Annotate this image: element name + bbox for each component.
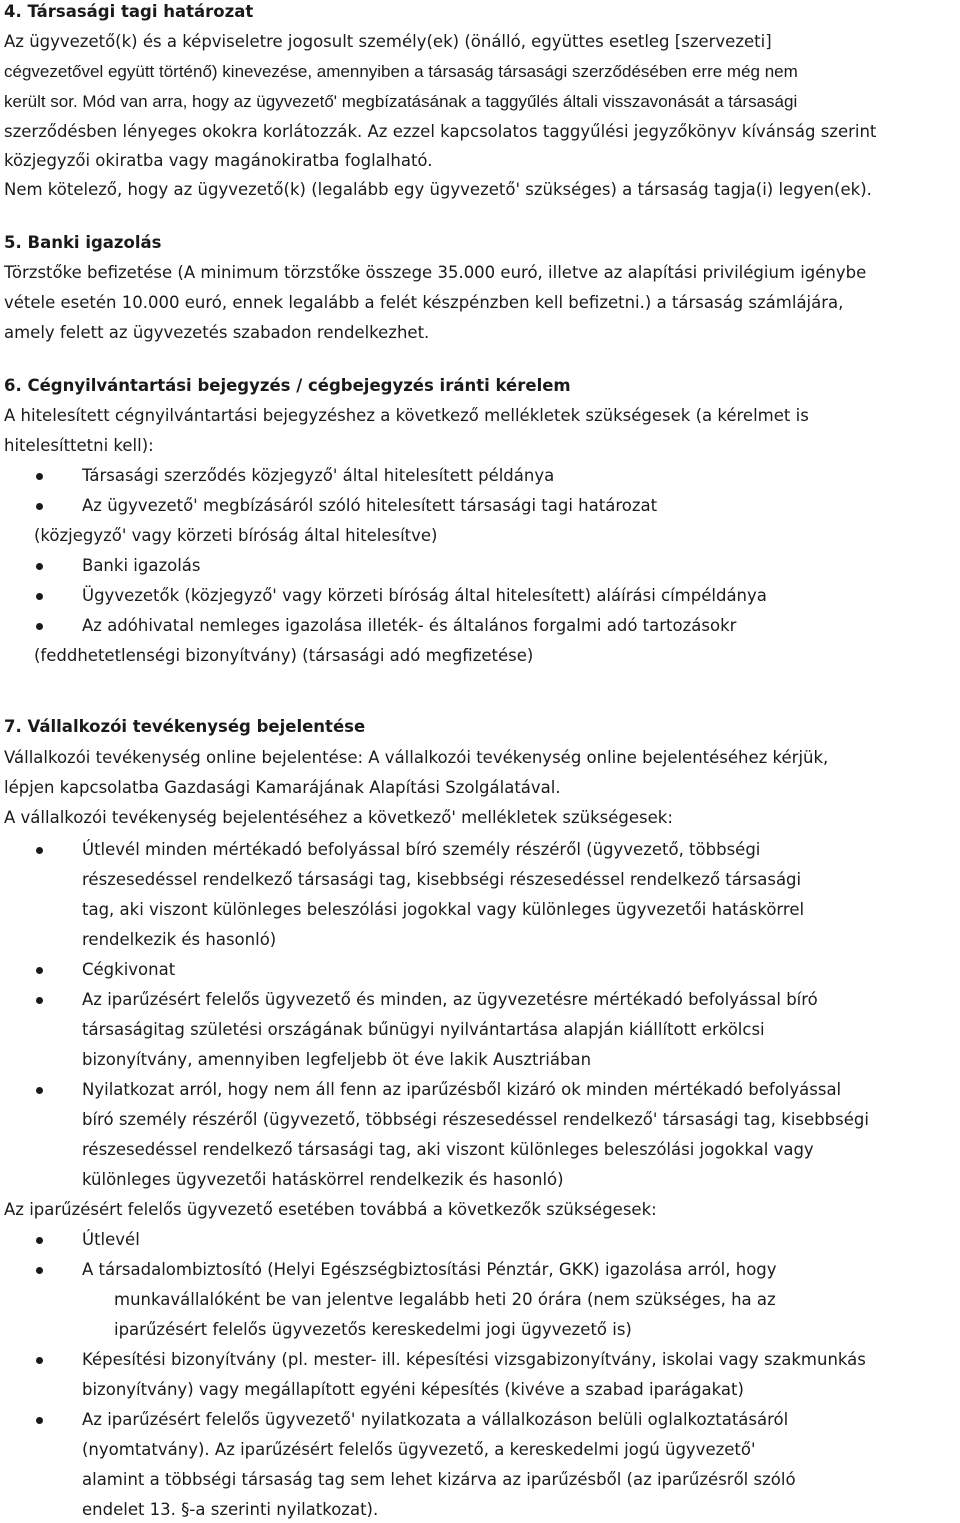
list-item-continuation: tag, aki viszont különleges beleszólási jogokkal vagy különleges ügyvezetői hatáskörrel	[82, 900, 805, 919]
bullet-icon	[36, 997, 43, 1004]
paragraph-line: cégvezetővel együtt történő) kinevezése, amennyiben a társaság társasági szerződésében erre még nem	[4, 62, 798, 81]
list-item-continuation: bizonyítvány) vagy megállapított egyéni képesítés (kivéve a szabad iparágakat)	[82, 1380, 744, 1399]
list-item-continuation: (nyomtatvány). Az iparűzésért felelős ügyvezető, a kereskedelmi jogú ügyvezető'	[82, 1440, 756, 1459]
bullet-icon	[36, 473, 43, 480]
section-5-heading: 5. Banki igazolás	[4, 233, 162, 252]
paragraph-line: került sor. Mód van arra, hogy az ügyvezető' megbízatásának a taggyűlés általi visszavonását a társasági	[4, 92, 798, 111]
paragraph-line: vétele esetén 10.000 euró, ennek legalább a felét készpénzben kell befizetni.) a társaság számlájára,	[4, 293, 844, 312]
list-item-continuation: bíró személy részéről (ügyvezető, többségi részesedéssel rendelkező' társasági tag, kisebbségi	[82, 1110, 869, 1129]
list-item-continuation: bizonyítvány, amennyiben legfeljebb öt éve lakik Ausztriában	[82, 1050, 592, 1069]
list-item-continuation: (feddhetetlenségi bizonyítvány) (társasági adó megfizetése)	[34, 646, 534, 665]
list-item: Banki igazolás	[82, 556, 201, 575]
list-item: Útlevél minden mértékadó befolyással bíró személy részéről (ügyvezető, többségi	[82, 840, 761, 859]
list-item: Az iparűzésért felelős ügyvezető' nyilatkozata a vállalkozáson belüli oglalkoztatásáról	[82, 1410, 789, 1429]
paragraph-line: lépjen kapcsolatba Gazdasági Kamarájának Alapítási Szolgálatával.	[4, 778, 561, 797]
paragraph-line: hitelesíttetni kell):	[4, 436, 154, 455]
list-item: Az iparűzésért felelős ügyvezető és minden, az ügyvezetésre mértékadó befolyással bíró	[82, 990, 818, 1009]
list-item-continuation: társaságitag születési országának bűnügyi nyilvántartása alapján kiállított erkölcsi	[82, 1020, 765, 1039]
bullet-icon	[36, 847, 43, 854]
list-item: Az adóhivatal nemleges igazolása illeték- és általános forgalmi adó tartozásokr	[82, 616, 737, 635]
paragraph-line: Nem kötelező, hogy az ügyvezető(k) (legalább egy ügyvezető' szükséges) a társaság tagja(i) legyen(ek).	[4, 180, 872, 199]
paragraph-line: Az iparűzésért felelős ügyvezető esetében továbbá a következők szükségesek:	[4, 1200, 657, 1219]
list-item-continuation: részesedéssel rendelkező társasági tag, aki viszont különleges beleszólási jogokkal vagy	[82, 1140, 814, 1159]
list-item: Cégkivonat	[82, 960, 176, 979]
list-item-continuation: különleges ügyvezetői hatáskörrel rendelkezik és hasonló)	[82, 1170, 564, 1189]
paragraph-line: A hitelesített cégnyilvántartási bejegyzéshez a következő mellékletek szükségesek (a kérelmet is	[4, 406, 809, 425]
bullet-icon	[36, 1237, 43, 1244]
paragraph-line: közjegyzői okiratba vagy magánokiratba foglalható.	[4, 151, 433, 170]
bullet-icon	[36, 1417, 43, 1424]
bullet-icon	[36, 967, 43, 974]
section-7-heading: 7. Vállalkozói tevékenység bejelentése	[4, 717, 366, 736]
list-item: Társasági szerződés közjegyző' által hitelesített példánya	[82, 466, 555, 485]
bullet-icon	[36, 623, 43, 630]
list-item-continuation: iparűzésért felelős ügyvezetős kereskedelmi jogi ügyvezető is)	[114, 1320, 632, 1339]
bullet-icon	[36, 1357, 43, 1364]
bullet-icon	[36, 563, 43, 570]
section-4-heading: 4. Társasági tagi határozat	[4, 2, 254, 21]
list-item-continuation: alamint a többségi társaság tag sem lehet kizárva az iparűzésből (az iparűzésről szóló	[82, 1470, 796, 1489]
paragraph-line: Törzstőke befizetése (A minimum törzstőke összege 35.000 euró, illetve az alapítási privilégium igénybe	[4, 263, 867, 282]
paragraph-line: Az ügyvezető(k) és a képviseletre jogosult személy(ek) (önálló, együttes esetleg [szervezeti]	[4, 32, 772, 51]
list-item: A társadalombiztosító (Helyi Egészségbiztosítási Pénztár, GKK) igazolása arról, hogy	[82, 1260, 777, 1279]
list-item: Az ügyvezető' megbízásáról szóló hitelesített társasági tagi határozat	[82, 496, 658, 515]
list-item-continuation: endelet 13. §-a szerinti nyilatkozat).	[82, 1500, 379, 1519]
paragraph-line: amely felett az ügyvezetés szabadon rendelkezhet.	[4, 323, 430, 342]
list-item: Útlevél	[82, 1230, 140, 1249]
paragraph-line: Vállalkozói tevékenység online bejelentése: A vállalkozói tevékenység online bejelentéséhez kérjük,	[4, 748, 829, 767]
section-6-heading: 6. Cégnyilvántartási bejegyzés / cégbejegyzés iránti kérelem	[4, 376, 571, 395]
list-item: Ügyvezetők (közjegyző' vagy körzeti bíróság által hitelesített) aláírási címpéldánya	[82, 586, 767, 605]
bullet-icon	[36, 593, 43, 600]
list-item: Képesítési bizonyítvány (pl. mester- ill. képesítési vizsgabizonyítvány, iskolai vagy szakmunkás	[82, 1350, 866, 1369]
list-item-continuation: részesedéssel rendelkező társasági tag, kisebbségi részesedéssel rendelkező társasági	[82, 870, 802, 889]
list-item-continuation: (közjegyző' vagy körzeti bíróság által hitelesítve)	[34, 526, 438, 545]
paragraph-line: szerződésben lényeges okokra korlátozzák. Az ezzel kapcsolatos taggyűlési jegyzőkönyv kívánság szerint	[4, 122, 877, 141]
bullet-icon	[36, 1087, 43, 1094]
paragraph-line: A vállalkozói tevékenység bejelentéséhez a következő' mellékletek szükségesek:	[4, 808, 673, 827]
list-item-continuation: munkavállalóként be van jelentve legalább heti 20 órára (nem szükséges, ha az	[114, 1290, 776, 1309]
bullet-icon	[36, 1267, 43, 1274]
list-item: Nyilatkozat arról, hogy nem áll fenn az iparűzésből kizáró ok minden mértékadó befolyással	[82, 1080, 842, 1099]
list-item-continuation: rendelkezik és hasonló)	[82, 930, 277, 949]
bullet-icon	[36, 503, 43, 510]
